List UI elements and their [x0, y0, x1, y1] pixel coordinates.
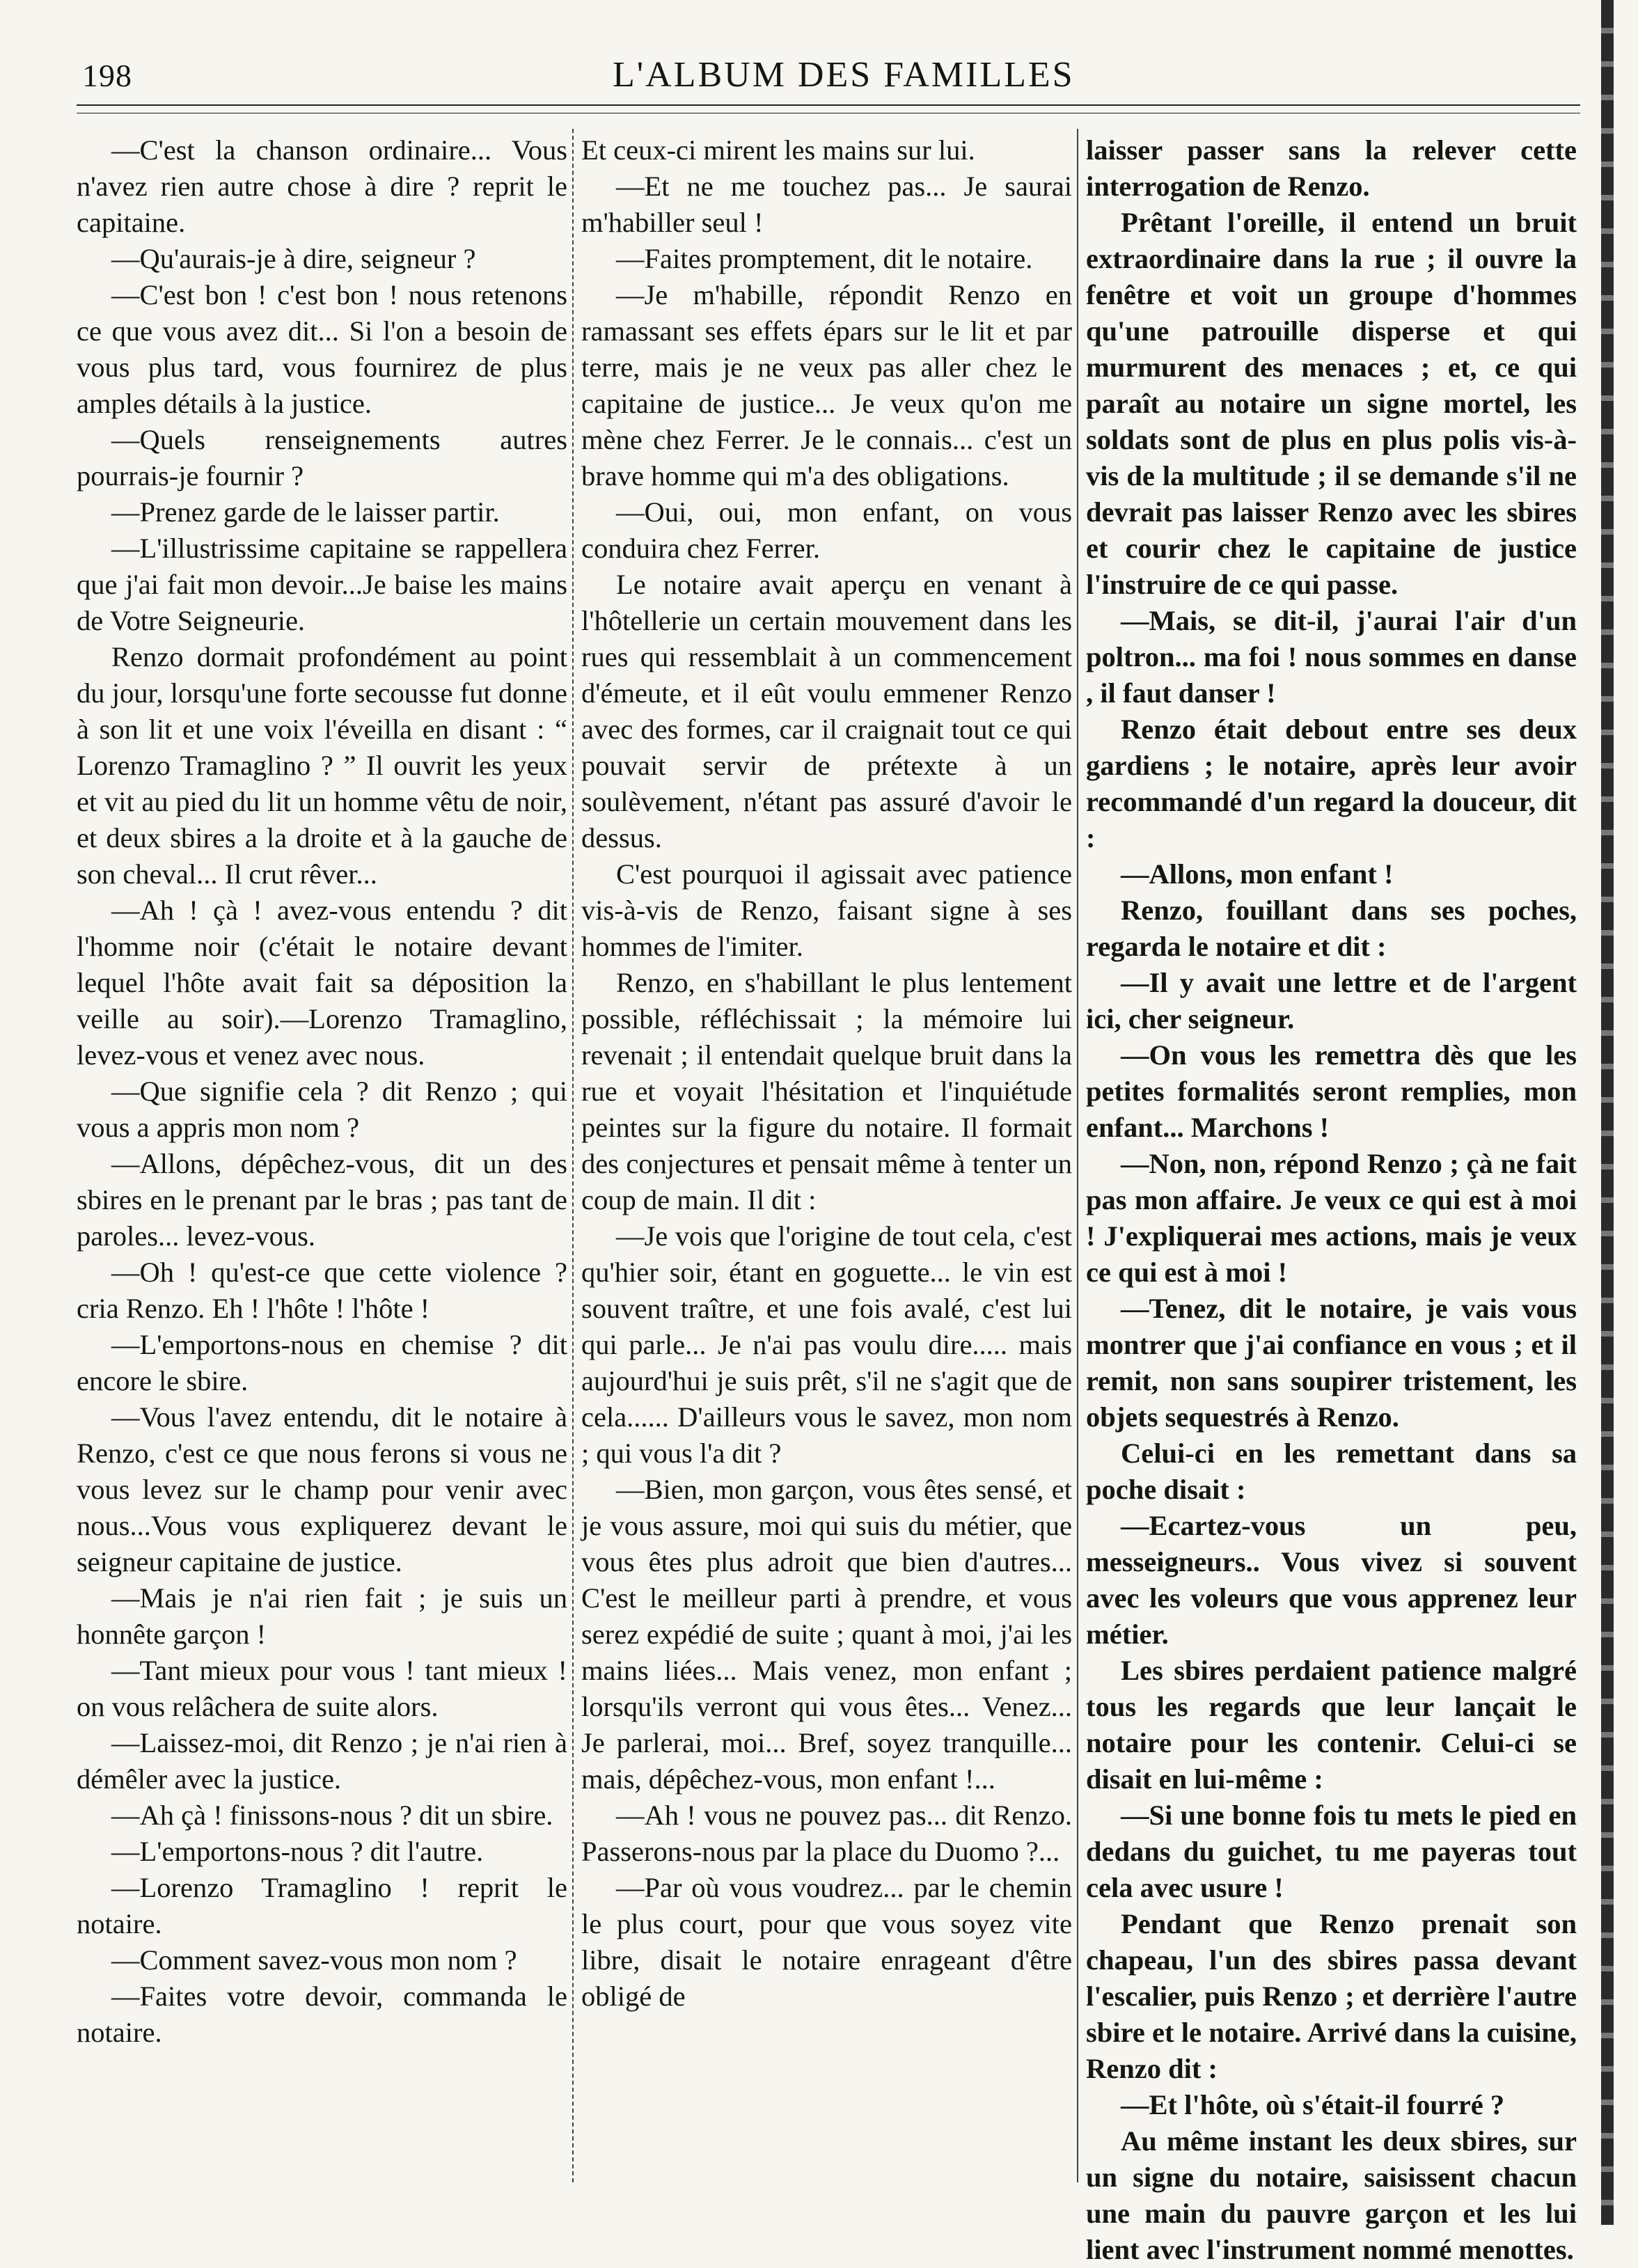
paragraph: —Ah ! çà ! avez-vous entendu ? dit l'homme noir (c'était le notaire devant lequel l'hôte avait fait sa déposition la veille au soir).—Lorenzo Tramaglino, levez-vous et venez avec nous.: [77, 895, 567, 1071]
paragraph: —Vous l'avez entendu, dit le notaire à Renzo, c'est ce que nous ferons si vous ne vous levez sur le champ pour venir avec nous...Vous vous expliquerez devant le seigneur capitaine de justice.: [77, 1401, 567, 1577]
page-edge-binding: [1601, 0, 1614, 2225]
paragraph: —L'illustrissime capitaine se rappellera que j'ai fait mon devoir...Je baise les mains de Votre Seigneurie.: [77, 533, 567, 636]
paragraph: —Il y avait une lettre et de l'argent ici, cher seigneur.: [1086, 967, 1577, 1034]
column-divider: [1077, 129, 1078, 2182]
paragraph: Au même instant les deux sbires, sur un signe du notaire, saisissent chacun une main du pauvre garçon et les lui lient avec l'instrument nommé menottes.: [1086, 2125, 1577, 2265]
paragraph: Renzo dormait profondément au point du jour, lorsqu'une forte secousse fut donne à son lit et une voix l'éveilla en disant : “ Lorenzo Tramaglino ? ” Il ouvrit les yeux et vit au pied du lit un homme vêtu de noir, et deux sbires a la droite et à la gauche de son cheval... Il crut rêver...: [77, 641, 567, 890]
paragraph: Renzo, fouillant dans ses poches, regarda le notaire et dit :: [1086, 895, 1577, 962]
paragraph: —Tenez, dit le notaire, je vais vous montrer que j'ai confiance en vous ; et il remit, non sans soupirer tristement, les objets sequestrés à Renzo.: [1086, 1293, 1577, 1433]
paragraph: —Tant mieux pour vous ! tant mieux ! on vous relâchera de suite alors.: [77, 1655, 567, 1722]
paragraph: —Oh ! qu'est-ce que cette violence ? cria Renzo. Eh ! l'hôte ! l'hôte !: [77, 1257, 567, 1324]
text-column-2: [581, 132, 1072, 2015]
paragraph: —Prenez garde de le laisser partir.: [111, 496, 500, 528]
paragraph: —Et l'hôte, où s'était-il fourré ?: [1121, 2089, 1505, 2120]
paragraph: —Laissez-moi, dit Renzo ; je n'ai rien à démêler avec la justice.: [77, 1727, 567, 1795]
paragraph: laisser passer sans la relever cette interrogation de Renzo.: [1086, 134, 1577, 202]
paragraph: Pendant que Renzo prenait son chapeau, l'un des sbires passa devant l'escalier, puis Renzo ; et derrière l'autre sbire et le notaire. Arrivé dans la cuisine, Renzo dit :: [1086, 1908, 1577, 2084]
paragraph: Les sbires perdaient patience malgré tous les regards que leur lançait le notaire pour les contenir. Celui-ci se disait en lui-même :: [1086, 1655, 1577, 1795]
paragraph: C'est pourquoi il agissait avec patience vis-à-vis de Renzo, faisant signe à ses hommes de l'imiter.: [581, 858, 1072, 962]
paragraph: —Quels renseignements autres pourrais-je fournir ?: [77, 424, 567, 491]
paragraph: —Comment savez-vous mon nom ?: [111, 1944, 517, 1976]
running-title: L'ALBUM DES FAMILLES: [613, 55, 1075, 95]
paragraph: Renzo était debout entre ses deux gardiens ; le notaire, après leur avoir recommandé d'un regard la douceur, dit :: [1086, 714, 1577, 853]
paragraph: —Oui, oui, mon enfant, on vous conduira chez Ferrer.: [581, 496, 1072, 564]
header-rule: [77, 104, 1580, 106]
paragraph: —L'emportons-nous ? dit l'autre.: [111, 1836, 484, 1867]
paragraph: —Je vois que l'origine de tout cela, c'est qu'hier soir, étant en goguette... le vin est souvent traître, et une fois avalé, c'est lui qui parle... Je n'ai pas voulu dire..... mais aujourd'hui je suis prêt, s'il ne s'agit que de cela...... D'ailleurs vous le savez, mon nom ; qui vous l'a dit ?: [581, 1220, 1072, 1469]
paragraph: —C'est la chanson ordinaire... Vous n'avez rien autre chose à dire ? reprit le capitaine.: [77, 134, 567, 238]
paragraph: —Allons, mon enfant !: [1121, 858, 1394, 890]
paragraph: —On vous les remettra dès que les petites formalités seront remplies, mon enfant... Marchons !: [1086, 1039, 1577, 1143]
paragraph: Celui-ci en les remettant dans sa poche disait :: [1086, 1438, 1577, 1505]
paragraph: —Mais je n'ai rien fait ; je suis un honnête garçon !: [77, 1582, 567, 1650]
paragraph: —Ecartez-vous un peu, messeigneurs.. Vous vivez si souvent avec les voleurs que vous apprenez leur métier.: [1086, 1510, 1577, 1650]
paragraph: —Ah ! vous ne pouvez pas... dit Renzo. Passerons-nous par la place du Duomo ?...: [581, 1800, 1072, 1867]
paragraph: —Par où vous voudrez... par le chemin le plus court, pour que vous soyez vite libre, disait le notaire enrageant d'être obligé de: [581, 1872, 1072, 2012]
paragraph: —Et ne me touchez pas... Je saurai m'habiller seul !: [581, 171, 1072, 238]
text-column-1: [77, 132, 567, 2051]
paragraph: Et ceux-ci mirent les mains sur lui.: [581, 134, 975, 166]
text-column-3: [1086, 132, 1577, 2268]
paragraph: —Si une bonne fois tu mets le pied en dedans du guichet, tu me payeras tout cela avec usure !: [1086, 1800, 1577, 1903]
paragraph: Prêtant l'oreille, il entend un bruit extraordinaire dans la rue ; il ouvre la fenêtre et voit un groupe d'hommes qu'une patrouille disperse et qui murmurent des menaces ; et, ce qui paraît au notaire un signe mortel, les soldats sont de plus en plus polis vis-à-vis de la multitude ; il se demande s'il ne devrait pas laisser Renzo avec les sbires et courir chez le capitaine de justice l'instruire de ce qui passe.: [1086, 207, 1577, 600]
paragraph: —Ah çà ! finissons-nous ? dit un sbire.: [111, 1800, 553, 1831]
column-divider: [572, 129, 574, 2182]
page-number: 198: [82, 58, 132, 93]
paragraph: —Faites votre devoir, commanda le notaire.: [77, 1980, 567, 2048]
paragraph: Le notaire avait aperçu en venant à l'hôtellerie un certain mouvement dans les rues qui ressemblait à un commencement d'émeute, et il eût voulu emmener Renzo avec des formes, car il craignait tout ce qui pouvait servir de prétexte à un soulèvement, n'étant pas assuré d'avoir le dessus.: [581, 569, 1072, 853]
paragraph: —Faites promptement, dit le notaire.: [616, 243, 1033, 274]
page-header: [0, 0, 1638, 111]
paragraph: —L'emportons-nous en chemise ? dit encore le sbire.: [77, 1329, 567, 1396]
paragraph: —Mais, se dit-il, j'aurai l'air d'un poltron... ma foi ! nous sommes en danse , il faut danser !: [1086, 605, 1577, 709]
paragraph: Renzo, en s'habillant le plus lentement possible, réfléchissait ; la mémoire lui revenait ; il entendait quelque bruit dans la rue et voyait l'hésitation et l'inquiétude peintes sur la figure du notaire. Il formait des conjectures et pensait même à tenter un coup de main. Il dit :: [581, 967, 1072, 1215]
paragraph: —Lorenzo Tramaglino ! reprit le notaire.: [77, 1872, 567, 1939]
paragraph: —C'est bon ! c'est bon ! nous retenons ce que vous avez dit... Si l'on a besoin de vous plus tard, vous fournirez de plus amples détails à la justice.: [77, 279, 567, 419]
paragraph: —Allons, dépêchez-vous, dit un des sbires en le prenant par le bras ; pas tant de paroles... levez-vous.: [77, 1148, 567, 1252]
paragraph: —Bien, mon garçon, vous êtes sensé, et je vous assure, moi qui suis du métier, que vous êtes plus adroit que bien d'autres... C'est le meilleur parti à prendre, et vous serez expédié de suite ; quant à moi, j'ai les mains liées... Mais venez, mon enfant ; lorsqu'ils verront qui vous êtes... Venez... Je parlerai, moi... Bref, soyez tranquille... mais, dépêchez-vous, mon enfant !...: [581, 1474, 1072, 1795]
paragraph: —Qu'aurais-je à dire, seigneur ?: [111, 243, 476, 274]
paragraph: —Je m'habille, répondit Renzo en ramassant ses effets épars sur le lit et par terre, mais je ne veux pas aller chez le capitaine de justice... Je veux qu'on me mène chez Ferrer. Je le connais... c'est un brave homme qui m'a des obligations.: [581, 279, 1072, 491]
paragraph: —Non, non, répond Renzo ; çà ne fait pas mon affaire. Je veux ce qui est à moi ! J'expliquerai mes actions, mais je veux ce qui est à moi !: [1086, 1148, 1577, 1288]
paragraph: —Que signifie cela ? dit Renzo ; qui vous a appris mon nom ?: [77, 1076, 567, 1143]
